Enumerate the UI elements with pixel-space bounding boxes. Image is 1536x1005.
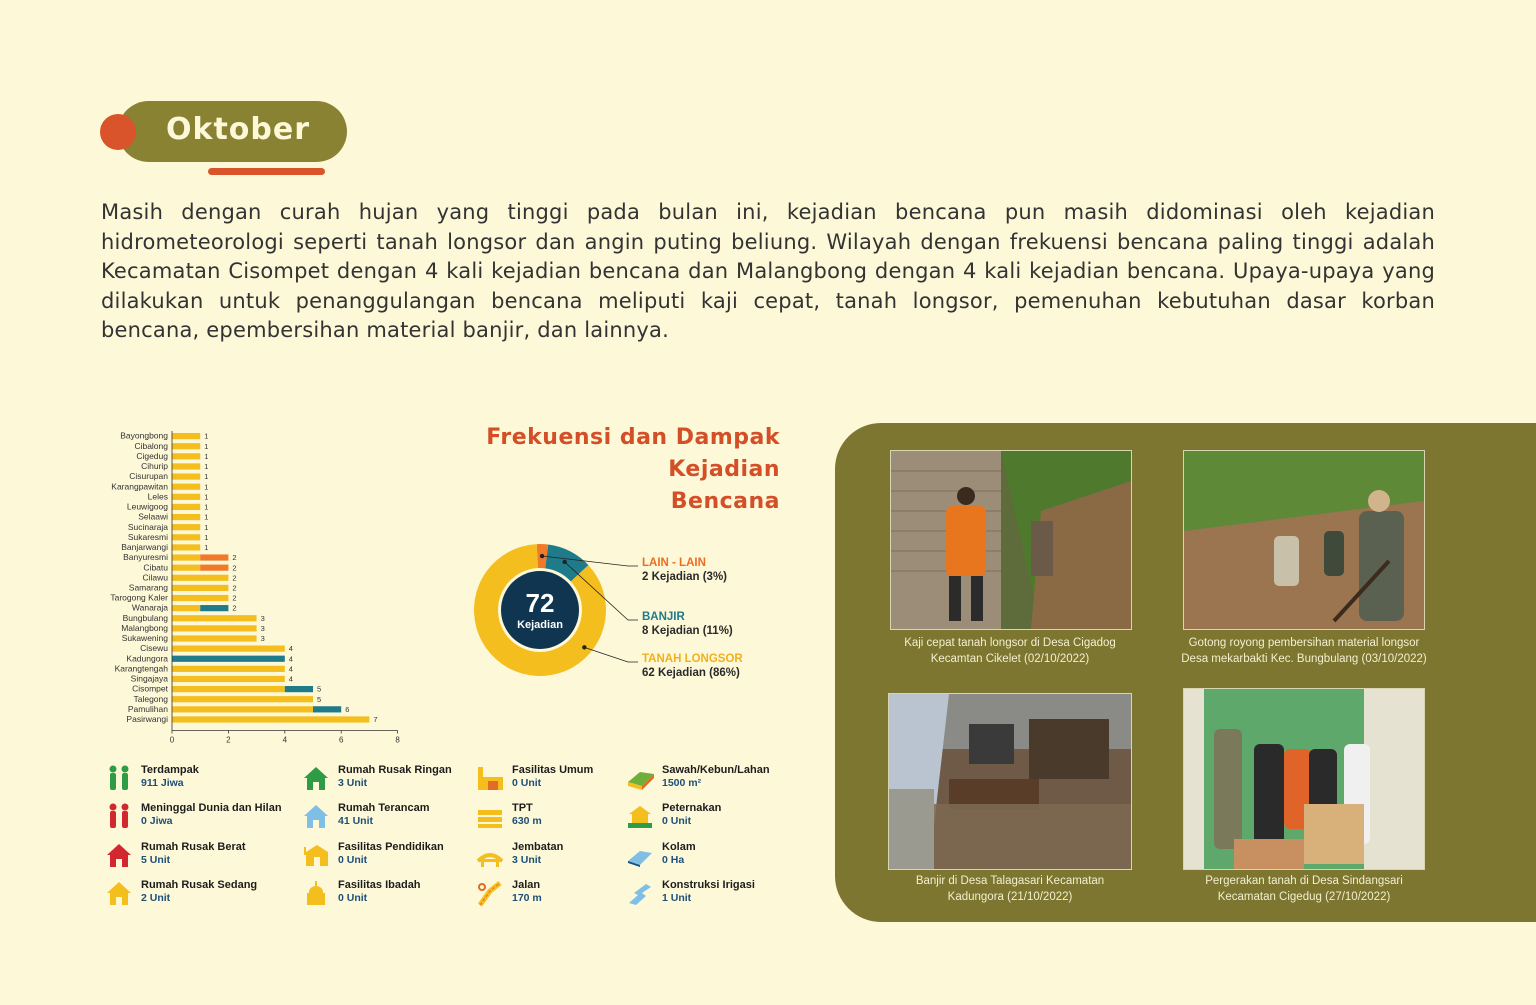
leader-dot — [582, 645, 586, 649]
bar-longsor — [172, 686, 285, 692]
bar-category-label: Cisewu — [140, 643, 168, 654]
bar-category-label: Pasirwangi — [126, 714, 168, 725]
house-blue-icon — [302, 802, 330, 830]
bar-category-label: Kadungora — [126, 653, 168, 664]
bar-value-label: 1 — [204, 522, 209, 532]
x-tick-label: 4 — [282, 735, 288, 745]
impact-name: Sawah/Kebun/Lahan — [662, 764, 770, 776]
impact-name: Peternakan — [662, 802, 722, 814]
impact-name: Meninggal Dunia dan Hilan — [141, 802, 282, 814]
bar-value-label: 1 — [204, 472, 209, 482]
bar-category-label: Sukaresmi — [127, 531, 168, 542]
photo-ground-movement — [1183, 688, 1425, 870]
donut-center-label: Kejadian — [517, 619, 563, 631]
bar-category-label: Karangtengah — [114, 663, 168, 674]
donut-slice-label: LAIN - LAIN — [642, 557, 706, 569]
bar-value-label: 2 — [232, 553, 237, 563]
bar-longsor — [172, 625, 257, 631]
bar-longsor — [172, 453, 200, 459]
caption-line: Kecamtan Cikelet (02/10/2022) — [930, 653, 1090, 665]
impact-name: TPT — [512, 802, 533, 814]
caption-line: Pergerakan tanah di Desa Sindangsari — [1205, 875, 1403, 887]
photo-mutual-cleanup — [1183, 450, 1425, 630]
photo-flood — [888, 693, 1132, 870]
donut-chart — [470, 540, 770, 690]
bar-category-label: Cibalong — [134, 440, 168, 451]
bar-category-label: Wanaraja — [131, 602, 168, 613]
donut-slice-label: BANJIR — [642, 611, 685, 623]
bar-category-label: Malangbong — [121, 622, 168, 633]
chart-heading-line1: Frekuensi dan Dampak Kejadian — [486, 425, 780, 482]
bar-value-label: 1 — [204, 441, 209, 451]
victim-icon — [105, 802, 133, 830]
bar-value-label: 1 — [204, 462, 209, 472]
bar-longsor — [172, 473, 200, 479]
bar-longsor — [172, 534, 200, 540]
bar-banjir — [200, 605, 228, 611]
bar-value-label: 2 — [232, 603, 237, 613]
bar-category-label: Cibatu — [143, 562, 168, 573]
impact-item — [302, 841, 482, 873]
bar-banjir — [285, 686, 313, 692]
bar-category-label: Cilawu — [142, 572, 168, 583]
bar-longsor — [172, 595, 228, 601]
caption-line: Banjir di Desa Talagasari Kecamatan — [915, 875, 1105, 887]
bar-category-label: Pamulihan — [127, 703, 168, 714]
intro-paragraph: Masih dengan curah hujan yang tinggi pada bulan ini, kejadian bencana pun masih didominasi oleh kejadian hidrometeorologi seperti tanah longsor dan angin puting beliung. Wilayah dengan frekuensi bencana paling tinggi adalah Kecamatan Cisompet dengan 4 kali kejadian bencana dan Malangbong dengan 4 kali kejadian bencana. Upaya-upaya yang dilakukan untuk penanggulangan bencana meliputi kaji cepat, tanah longsor, pemenuhan kebutuhan dasar korban bencana, epembersihan material banjir, dan lainnya. — [101, 200, 1435, 342]
impact-value: 5 Unit — [141, 854, 171, 866]
caption-line: Kecamatan Cigedug (27/10/2022) — [1217, 891, 1391, 903]
bar-value-label: 1 — [204, 502, 209, 512]
impact-name: Jembatan — [512, 841, 564, 853]
bar-value-label: 1 — [204, 431, 209, 441]
bar-value-label: 4 — [288, 674, 293, 684]
bar-value-label: 1 — [204, 543, 209, 553]
impact-name: Kolam — [662, 841, 696, 853]
impact-value: 3 Unit — [338, 777, 368, 789]
bullet-dot — [100, 114, 136, 150]
bar-category-label: Sucinaraja — [127, 521, 168, 532]
bar-category-label: Selaawi — [138, 511, 168, 522]
road-icon — [476, 879, 504, 907]
photo-caption — [1173, 635, 1435, 667]
impact-value: 41 Unit — [338, 815, 374, 827]
bar-category-label: Bayongbong — [120, 430, 168, 441]
impact-value: 0 Unit — [338, 854, 368, 866]
school-icon — [302, 841, 330, 869]
bar-longsor — [172, 433, 200, 439]
bar-banjir — [313, 706, 341, 712]
bar-longsor — [172, 524, 200, 530]
bar-category-label: Cisompet — [132, 683, 168, 694]
bar-longsor — [172, 544, 200, 550]
impact-name: Rumah Rusak Sedang — [141, 879, 258, 891]
bar-value-label: 5 — [317, 694, 322, 704]
impact-name: Konstruksi Irigasi — [662, 879, 755, 891]
bar-longsor — [172, 676, 285, 682]
bar-longsor — [172, 514, 200, 520]
bar-category-label: Sukawening — [121, 633, 168, 644]
bar-value-label: 1 — [204, 512, 209, 522]
bar-category-label: Banjarwangi — [121, 542, 168, 553]
bar-value-label: 3 — [260, 634, 265, 644]
impact-item — [105, 764, 285, 796]
bar-longsor — [172, 605, 200, 611]
bar-category-label: Talegong — [133, 693, 168, 704]
impact-name: Fasilitas Umum — [512, 764, 594, 776]
impact-value: 0 Unit — [662, 815, 692, 827]
bar-value-label: 6 — [345, 704, 350, 714]
impact-item — [626, 841, 806, 873]
month-title: Oktober — [166, 112, 311, 147]
donut-center-value: 72 — [525, 588, 555, 618]
house-yellow-icon — [105, 879, 133, 907]
bar-category-label: Bungbulang — [122, 612, 168, 623]
farm-icon — [626, 802, 654, 830]
bar-lain — [200, 565, 228, 571]
impact-item — [302, 802, 482, 834]
impact-value: 0 Jiwa — [141, 815, 173, 827]
impact-item — [626, 802, 806, 834]
bar-value-label: 1 — [204, 532, 209, 542]
retaining-wall-icon — [476, 802, 504, 830]
people-icon — [105, 764, 133, 792]
bar-category-label: Karangpawitan — [111, 481, 168, 492]
impact-value: 1 Unit — [662, 892, 692, 904]
bar-category-label: Leles — [147, 491, 168, 502]
bar-value-label: 3 — [260, 613, 265, 623]
bar-value-label: 2 — [232, 573, 237, 583]
photo-landslide-assessment — [890, 450, 1132, 630]
bar-longsor — [172, 575, 228, 581]
bar-value-label: 4 — [288, 654, 293, 664]
bridge-icon — [476, 841, 504, 869]
x-tick-label: 6 — [338, 735, 344, 745]
x-tick-label: 8 — [395, 735, 400, 745]
bar-longsor — [172, 554, 200, 560]
house-green-icon — [302, 764, 330, 792]
bar-longsor — [172, 443, 200, 449]
impact-item — [626, 764, 806, 796]
bar-value-label: 2 — [232, 563, 237, 573]
impact-name: Rumah Terancam — [338, 802, 430, 814]
bar-category-label: Cihurip — [141, 461, 168, 472]
impact-value: 911 Jiwa — [141, 777, 184, 789]
mosque-icon — [302, 879, 330, 907]
bar-category-label: Samarang — [128, 582, 168, 593]
donut-slice-value: 62 Kejadian (86%) — [642, 667, 740, 679]
bar-longsor — [172, 494, 200, 500]
impact-item — [105, 841, 285, 873]
bar-value-label: 4 — [288, 644, 293, 654]
bar-category-label: Cigedug — [136, 450, 168, 461]
field-icon — [626, 764, 654, 792]
impact-value: 3 Unit — [512, 854, 542, 866]
bar-longsor — [172, 565, 200, 571]
bar-banjir — [172, 656, 285, 662]
impact-value: 170 m — [512, 892, 542, 904]
bar-longsor — [172, 666, 285, 672]
irrigation-icon — [626, 879, 654, 907]
impact-value: 1500 m² — [662, 777, 702, 789]
bar-category-label: Tarogong Kaler — [110, 592, 168, 603]
impact-name: Rumah Rusak Berat — [141, 841, 246, 853]
impact-item — [626, 879, 806, 911]
impact-item — [105, 879, 285, 911]
donut-slice-label: TANAH LONGSOR — [642, 653, 743, 665]
bar-longsor — [172, 716, 369, 722]
photo-caption — [1173, 873, 1435, 905]
impact-item — [302, 764, 482, 796]
bar-value-label: 1 — [204, 492, 209, 502]
bar-lain — [200, 554, 228, 560]
bar-value-label: 2 — [232, 593, 237, 603]
impact-value: 2 Unit — [141, 892, 171, 904]
title-underline — [208, 168, 325, 175]
bar-category-label: Cisurupan — [129, 471, 168, 482]
impact-value: 0 Unit — [512, 777, 542, 789]
bar-longsor — [172, 484, 200, 490]
caption-line: Kaji cepat tanah longsor di Desa Cigadog — [904, 637, 1116, 649]
bar-category-label: Singajaya — [130, 673, 168, 684]
pond-icon — [626, 841, 654, 869]
bar-longsor — [172, 504, 200, 510]
impact-name: Rumah Rusak Ringan — [338, 764, 452, 776]
bar-longsor — [172, 646, 285, 652]
x-tick-label: 2 — [226, 735, 231, 745]
house-red-icon — [105, 841, 133, 869]
photo-caption — [880, 635, 1140, 667]
impact-name: Terdampak — [141, 764, 199, 776]
impact-name: Fasilitas Ibadah — [338, 879, 421, 891]
donut-slice-value: 8 Kejadian (11%) — [642, 625, 733, 637]
bar-longsor — [172, 706, 313, 712]
impact-item — [105, 802, 285, 834]
bar-longsor — [172, 696, 313, 702]
bar-longsor — [172, 585, 228, 591]
bar-category-label: Banyuresmi — [123, 552, 168, 563]
donut-slice-value: 2 Kejadian (3%) — [642, 571, 727, 583]
chart-heading — [370, 422, 780, 518]
impact-value: 630 m — [512, 815, 542, 827]
impact-item — [302, 879, 482, 911]
bar-value-label: 7 — [373, 715, 378, 725]
chart-heading-line2: Bencana — [670, 489, 780, 514]
photo-caption — [880, 873, 1140, 905]
public-facility-icon — [476, 764, 504, 792]
caption-line: Gotong royong pembersihan material longsor — [1188, 637, 1420, 649]
impact-name: Jalan — [512, 879, 541, 891]
bar-value-label: 1 — [204, 482, 209, 492]
caption-line: Kadungora (21/10/2022) — [947, 891, 1073, 903]
x-tick-label: 0 — [169, 735, 175, 745]
bar-value-label: 1 — [204, 451, 209, 461]
impact-name: Fasilitas Pendidikan — [338, 841, 444, 853]
bar-longsor — [172, 635, 257, 641]
bar-value-label: 5 — [317, 684, 322, 694]
bar-longsor — [172, 615, 257, 621]
impact-value: 0 Unit — [338, 892, 368, 904]
bar-value-label: 4 — [288, 664, 293, 674]
bar-category-label: Leuwigoog — [126, 501, 168, 512]
bar-longsor — [172, 463, 200, 469]
bar-value-label: 3 — [260, 623, 265, 633]
bar-value-label: 2 — [232, 583, 237, 593]
caption-line: Desa mekarbakti Kec. Bungbulang (03/10/2022) — [1181, 653, 1427, 665]
impact-value: 0 Ha — [662, 854, 685, 866]
